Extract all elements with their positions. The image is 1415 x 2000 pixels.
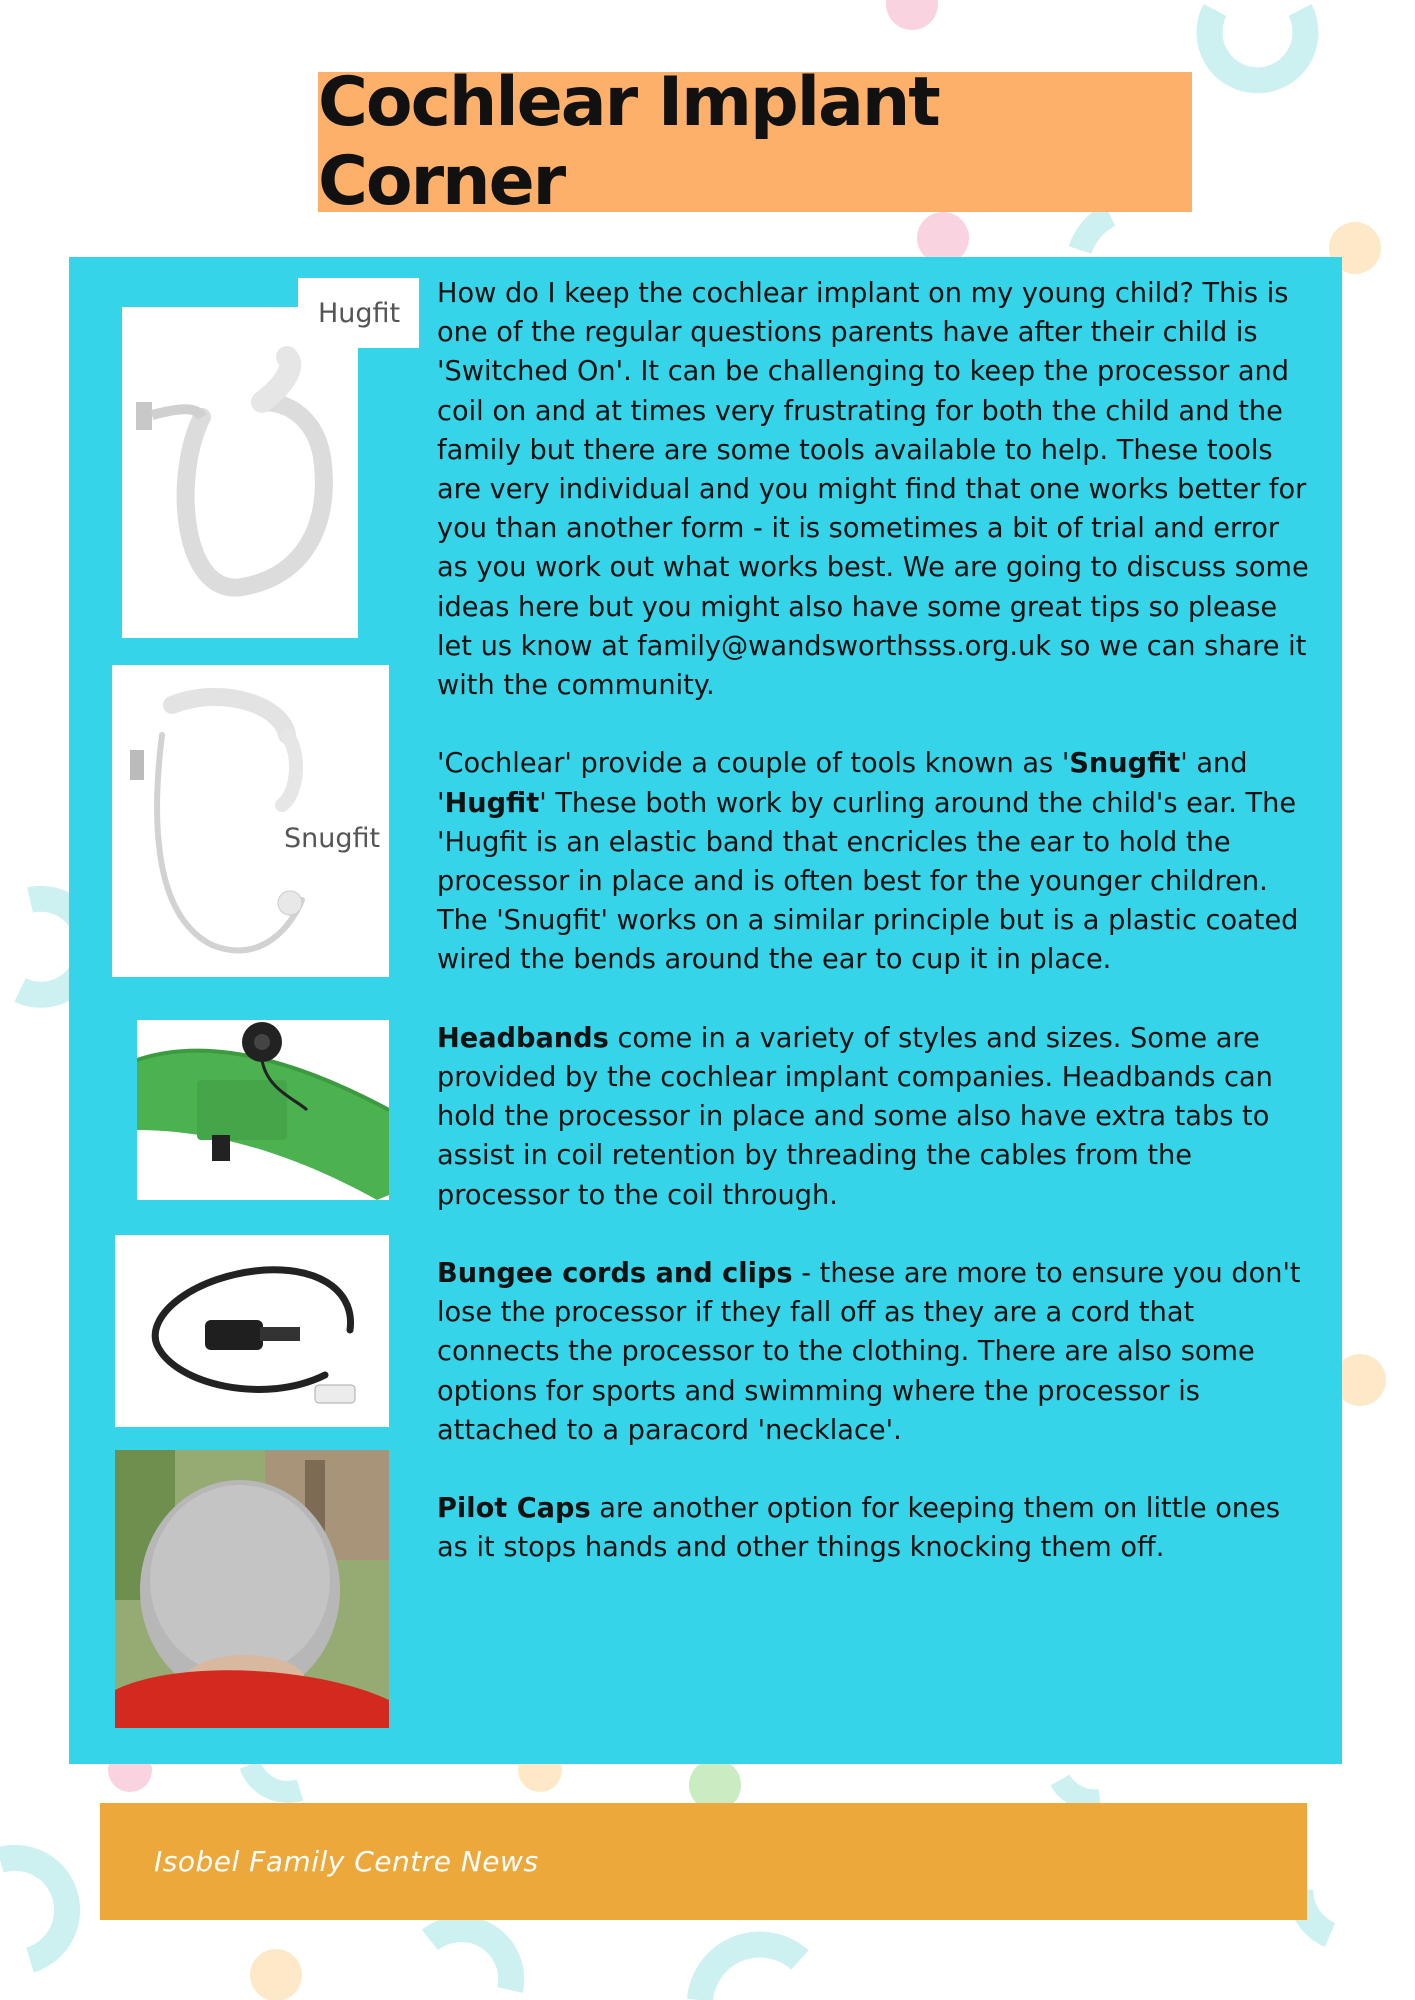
snugfit-illustration	[112, 665, 389, 977]
paragraph-bungee	[437, 1254, 1317, 1450]
pilot-cap-illustration	[115, 1450, 389, 1728]
headband-illustration	[137, 1020, 389, 1200]
p2-snugfit-bold: Snugfit	[1069, 748, 1181, 780]
hugfit-illustration	[122, 307, 358, 638]
headbands-heading: Headbands	[437, 1022, 609, 1054]
pilot-cap-image	[115, 1450, 389, 1728]
p2-text-e: ' These both work by curling around the child's ear. The 'Hugfit is an elastic band that encricles the ear to hold the processor in place and is often best for the younger children. The 'Snugfit' works on a similar principle but is a plastic coated wired the bends around the ear to cup it in place.	[437, 787, 1299, 976]
bungee-cord-image	[115, 1235, 389, 1427]
p2-text-a: 'Cochlear' provide a couple of tools known as '	[437, 748, 1070, 780]
footer-banner	[100, 1803, 1307, 1920]
headbands-text: come in a variety of styles and sizes. Some are provided by the cochlear implant companies. Headbands can hold the processor in place and some also have extra tabs to assist in coil retention by threading the cables from the processor to the coil through.	[437, 1022, 1273, 1211]
snugfit-image	[112, 665, 389, 977]
headband-image	[137, 1020, 389, 1200]
p2-text-c: ' and '	[437, 748, 1248, 819]
paragraph-pilot-caps	[437, 1489, 1317, 1567]
footer-text: Isobel Family Centre News	[154, 1845, 539, 1878]
paragraph-headbands	[437, 1019, 1317, 1215]
hugfit-caption: Hugfit	[318, 298, 401, 329]
pilot-caps-text: are another option for keeping them on little ones as it stops hands and other things knocking them off.	[437, 1493, 1281, 1564]
hugfit-image	[122, 307, 358, 638]
snugfit-caption: Snugfit	[284, 823, 381, 854]
paragraph-snugfit-hugfit	[437, 744, 1317, 979]
paragraph-intro: How do I keep the cochlear implant on my young child? This is one of the regular questions parents have after their child is 'Switched On'. It can be challenging to keep the processor and coil on and at times very frustrating for both the child and the family but there are some tools available to help. These tools are very individual and you might find that one works better for you than another form - it is sometimes a bit of trial and error as you work out what works best. We are going to discuss some ideas here but you might also have some great tips so please let us know at family@wandsworthsss.org.uk so we can share it with the community.	[437, 278, 1309, 702]
pilot-caps-heading: Pilot Caps	[437, 1493, 591, 1525]
bungee-cord-illustration	[115, 1235, 389, 1427]
hugfit-label-box	[298, 278, 419, 348]
page-title: Cochlear Implant Corner	[318, 63, 939, 221]
article-body	[437, 274, 1317, 1568]
bungee-text: - these are more to ensure you don't lose the processor if they fall off as they are a cord that connects the processor to the clothing. There are also some options for sports and swimming where the processor is attached to a paracord 'necklace'.	[437, 1258, 1301, 1446]
bungee-heading: Bungee cords and clips	[437, 1258, 793, 1290]
title-banner	[318, 63, 1192, 221]
p2-hugfit-bold: Hugfit	[444, 787, 540, 819]
